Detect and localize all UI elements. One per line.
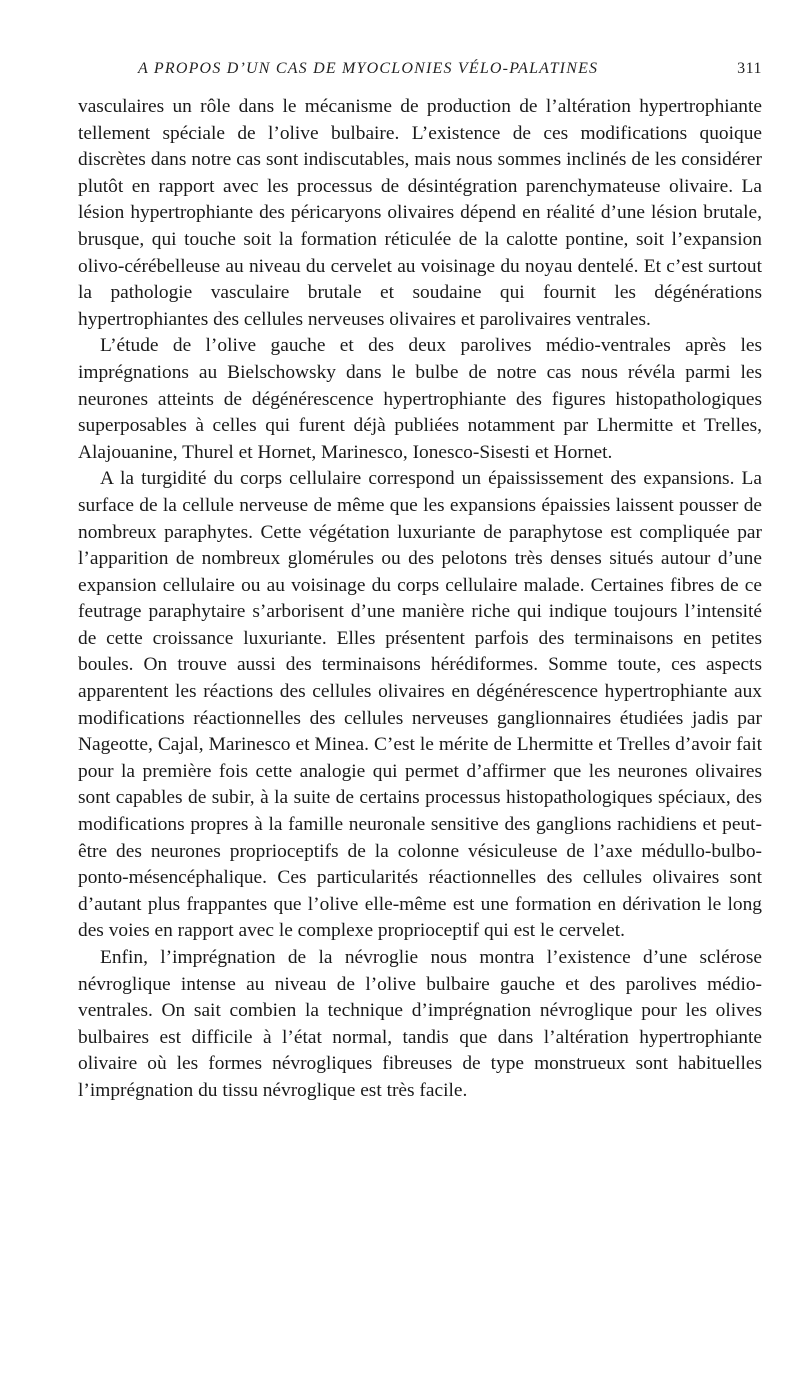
paragraph-continued: vasculaires un rôle dans le mécanisme de production de l’altération hypertrophiante tellement spéciale de l’olive bulbaire. L’existence de ces modifications quoique discrètes dans notre cas sont indiscutables, mais nous sommes inclinés de les considérer plutôt en rapport avec les processus de désintégration parenchymateuse olivaire. La lésion hypertrophiante des péricaryons olivaires dépend en réalité d’une lésion brutale, brusque, qui touche soit la formation réticulée de la calotte pontine, soit l’expansion olivo-cérébelleuse au niveau du cervelet au voisinage du noyau dentelé. Et c’est surtout la pathologie vasculaire brutale et soudaine qui fournit les dégénérations hypertrophiantes des cellules nerveuses olivaires et parolivaires ventrales.: [78, 96, 762, 330]
paragraph-turgidity: A la turgidité du corps cellulaire correspond un épaississement des expansions. La surface de la cellule nerveuse de même que les expansions épaissies laissent pousser de nombreux paraphytes. Cette végétation luxuriante de paraphytose est compliquée par l’apparition de nombreux glomérules ou des pelotons très denses situés autour d’une expansion cellulaire ou au voisinage du corps cellulaire malade. Certaines fibres de ce feutrage paraphytaire s’arborisent d’une manière riche qui indique toujours l’intensité de cette croissance luxuriante. Elles présentent parfois des terminaisons en petites boules. On trouve aussi des terminaisons hérédiformes. Somme toute, ces aspects apparentent les réactions des cellules olivaires en dégénérescence hypertrophiante aux modifications réactionnelles des cellules nerveuses ganglionnaires étudiées jadis par Nageotte, Cajal, Marinesco et Minea. C’est le mérite de Lhermitte et Trelles d’avoir fait pour la première fois cette analogie qui permet d’affirmer que les neurones olivaires sont capables de subir, à la suite de certains processus histopathologiques spéciaux, des modifications propres à la famille neuronale sensitive des ganglions rachidiens et peut-être des neurones proprioceptifs de la colonne vésiculeuse de l’axe médullo-bulbo-ponto-mésencéphalique. Ces particularités réactionnelles des cellules olivaires sont d’autant plus frappantes que l’olive elle-même est une formation en dérivation le long des voies en rapport avec le complexe proprioceptif qui est le cervelet.: [78, 468, 762, 942]
body-text: [78, 94, 762, 1105]
running-title: A PROPOS D’UN CAS DE MYOCLONIES VÉLO-PALATINES: [138, 60, 599, 77]
paragraph-olive-study: L’étude de l’olive gauche et des deux parolives médio-ventrales après les imprégnations au Bielschowsky dans le bulbe de notre cas nous révéla parmi les neurones atteints de dégénérescence hypertrophiante des figures histopathologiques superposables à celles qui furent déjà publiées notamment par Lhermitte et Trelles, Alajouanine, Thurel et Hornet, Marinesco, Ionesco-Sisesti et Hornet.: [78, 335, 762, 463]
running-header: [78, 60, 762, 88]
page-number: 311: [737, 60, 762, 77]
paragraph-neuroglia: Enfin, l’imprégnation de la névroglie nous montra l’existence d’une sclérose névroglique intense au niveau de l’olive bulbaire gauche et des parolives médio-ventrales. On sait combien la technique d’imprégnation névroglique pour les olives bulbaires est difficile à l’état normal, tandis que dans l’altération hypertrophiante olivaire où les formes névrogliques fibreuses de type monstrueux sont habituelles l’imprégnation du tissu névroglique est très facile.: [78, 947, 762, 1101]
document-page: [78, 60, 762, 1105]
